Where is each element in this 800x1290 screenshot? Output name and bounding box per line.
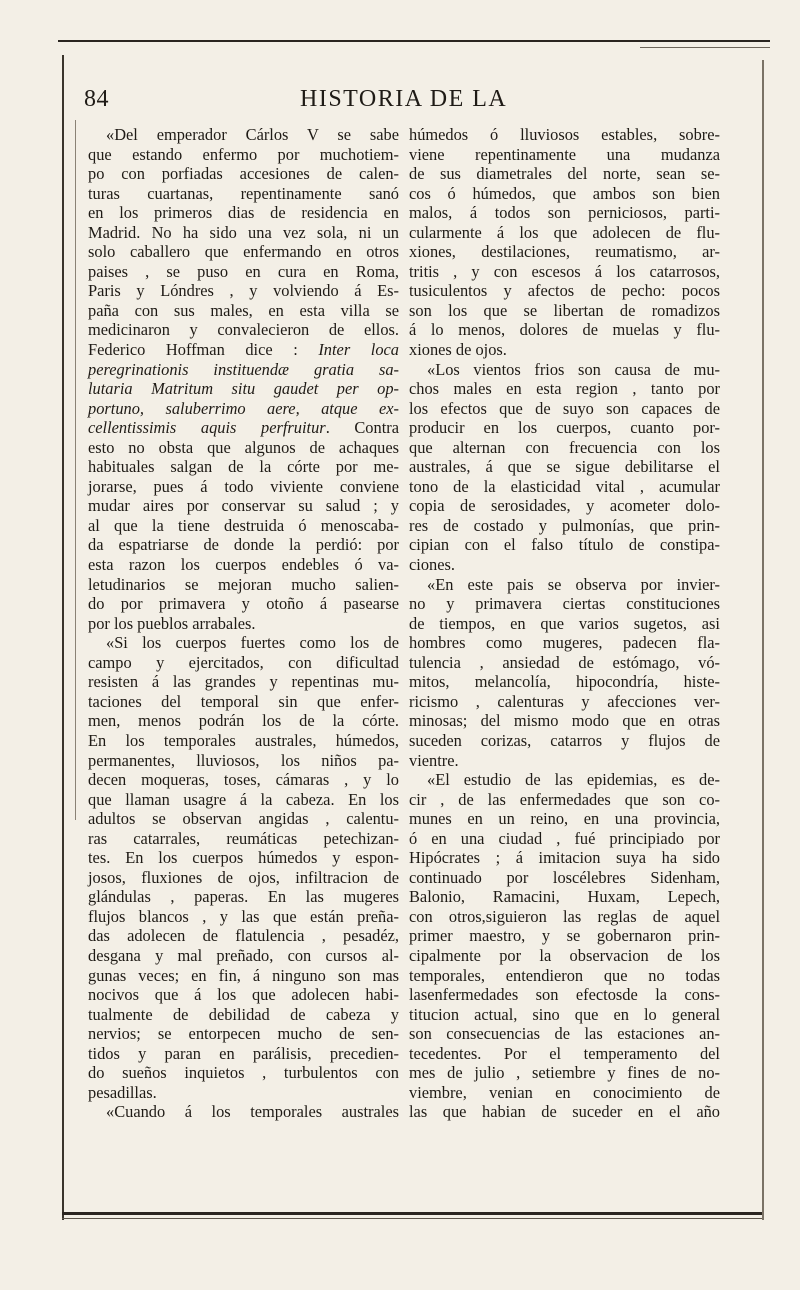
text-line [88, 985, 399, 1005]
text-segment: esto no obsta que algunos de achaques [88, 437, 399, 457]
text-segment: que alternan con frecuencia con los [409, 437, 720, 457]
text-line [409, 672, 720, 692]
text-segment: con otros,siguieron las reglas de aquel [409, 906, 720, 926]
text-segment: Paris y Lóndres , y volviendo á Es- [88, 281, 399, 301]
text-line [409, 926, 720, 946]
text-segment: viembre, venian en conocimiento de [409, 1082, 720, 1102]
text-segment: por los pueblos arrabales. [88, 613, 256, 633]
text-line [409, 1044, 720, 1064]
text-line [88, 145, 399, 165]
text-segment: decen moqueras, toses, cámaras , y lo [88, 770, 399, 790]
text-line [409, 242, 720, 262]
text-segment: . Contra [325, 418, 399, 438]
text-line [409, 653, 720, 673]
text-line [88, 907, 399, 927]
text-line [88, 1044, 399, 1064]
latin-quotation: portuno, saluberrimo aere, atque ex- [88, 398, 399, 418]
text-segment: son consecuencias de las estaciones an- [409, 1024, 720, 1044]
text-segment: en los primeros dias de residencia en [88, 203, 399, 223]
text-segment: los efectos que de suyo son capaces de [409, 398, 720, 418]
bottom-rule-thin [62, 1218, 762, 1219]
text-line [409, 614, 720, 634]
text-line [409, 145, 720, 165]
latin-quotation: lutaria Matritum situ gaudet per op- [88, 379, 399, 399]
text-segment: ciones. [409, 555, 455, 575]
text-segment: «Los vientos frios son causa de mu- [427, 359, 720, 379]
text-segment: tualmente de debilidad de cabeza y [88, 1004, 399, 1024]
text-segment: de sus diametrales del norte, sean se- [409, 164, 720, 184]
text-line [88, 281, 399, 301]
text-line [88, 946, 399, 966]
bottom-rule [62, 1212, 762, 1215]
text-line [88, 399, 399, 419]
text-segment: primer maestro, y se gobernaron prin- [409, 926, 720, 946]
text-line [409, 1083, 720, 1103]
text-line [88, 477, 399, 497]
text-line [88, 242, 399, 262]
text-line [409, 1063, 720, 1083]
text-line [409, 575, 720, 595]
text-line [88, 711, 399, 731]
text-segment: das adolecen de flatulencia , pesadéz, [88, 926, 399, 946]
text-line [88, 320, 399, 340]
text-segment: gunas veces; en fin, á ninguno son mas [88, 965, 399, 985]
text-line [409, 360, 720, 380]
latin-quotation: peregrinationis instituendæ gratia sa- [88, 359, 399, 379]
text-line [409, 907, 720, 927]
text-line [88, 555, 399, 575]
text-line [88, 438, 399, 458]
text-line [88, 379, 399, 399]
text-line [409, 594, 720, 614]
text-segment: tritis , y con escesos á los catarrosos, [409, 261, 720, 281]
text-line [88, 203, 399, 223]
text-segment: «Cuando á los temporales australes [106, 1102, 399, 1122]
right-text-column [409, 125, 720, 1122]
text-segment: letudinarios se mejoran mucho salien- [88, 574, 399, 594]
text-segment: que llaman usagre á la cabeza. En los [88, 789, 399, 809]
text-segment: ras catarrales, reumáticas petechizan- [88, 828, 399, 848]
text-segment: titucion actual, sino que en lo general [409, 1004, 720, 1024]
text-line [88, 653, 399, 673]
text-line [409, 340, 720, 360]
text-line [88, 966, 399, 986]
text-line [88, 672, 399, 692]
text-line [409, 164, 720, 184]
text-segment: desgana y mal preñado, con cursos al- [88, 945, 399, 965]
text-segment: de tiempos, en que varios sugetos, asi [409, 613, 720, 633]
text-line [88, 301, 399, 321]
latin-quotation: Inter loca [318, 340, 399, 360]
text-segment: Balonio, Ramacini, Huxam, Lepech, [409, 887, 720, 907]
text-line [88, 164, 399, 184]
text-segment: nocivos que á los que adolecen habi- [88, 985, 399, 1005]
text-line [409, 809, 720, 829]
text-segment: po con porfiadas accesiones de calen- [88, 164, 399, 184]
text-line [409, 223, 720, 243]
text-segment: josos, fluxiones de ojos, infiltracion de [88, 867, 399, 887]
text-segment: «Si los cuerpos fuertes como los de [106, 633, 399, 653]
text-line [409, 868, 720, 888]
text-segment: lasenfermedades son efectosde la cons- [409, 985, 720, 1005]
text-line [409, 848, 720, 868]
text-line [409, 496, 720, 516]
text-line [88, 516, 399, 536]
text-line [88, 1083, 399, 1103]
left-text-column [88, 125, 399, 1122]
text-line [88, 594, 399, 614]
text-segment: da espatriarse de donde la perdió: por [88, 535, 399, 555]
text-line [409, 1005, 720, 1025]
text-segment: tecedentes. Por el temperamento del [409, 1043, 720, 1063]
text-line [409, 399, 720, 419]
text-segment: vientre. [409, 750, 459, 770]
text-segment: men, menos podrán los de la córte. [88, 711, 399, 731]
text-segment: viene repentinamente una mudanza [409, 144, 720, 164]
text-line [409, 633, 720, 653]
text-segment: mudar aires por conservar su salud ; y [88, 496, 399, 516]
text-segment: temporales, entendieron que no todas [409, 965, 720, 985]
text-line [88, 496, 399, 516]
top-rule-fragment [640, 47, 770, 48]
text-segment: adultos se observan angidas , calentu- [88, 809, 399, 829]
text-segment: mes de julio , setiembre y fines de no- [409, 1063, 720, 1083]
text-segment: jorarse, pues á todo viviente conviene [88, 476, 399, 496]
text-line [409, 477, 720, 497]
text-line [88, 887, 399, 907]
text-line [88, 790, 399, 810]
text-segment: suceden corizas, catarros y flujos de [409, 730, 720, 750]
text-line [409, 770, 720, 790]
text-segment: habituales salgan de la córte por me- [88, 457, 399, 477]
text-segment: turas cuartanas, repentinamente sanó [88, 183, 399, 203]
text-line [88, 1024, 399, 1044]
text-line [88, 809, 399, 829]
text-line [409, 966, 720, 986]
text-line [88, 633, 399, 653]
text-line [409, 438, 720, 458]
text-line [88, 535, 399, 555]
text-segment: tidos y paran en parálisis, precedien- [88, 1043, 399, 1063]
text-segment: medicinaron y convalecieron de ellos. [88, 320, 399, 340]
text-segment: al que la tiene destruida ó menoscaba- [88, 515, 399, 535]
page-left-edge [62, 55, 64, 1220]
text-segment: xiones de ojos. [409, 340, 507, 360]
text-line [409, 731, 720, 751]
text-line [409, 125, 720, 145]
text-line [409, 829, 720, 849]
text-segment: campo y ejercitados, con dificultad [88, 652, 399, 672]
text-segment: nervios; se entorpecen mucho de sen- [88, 1024, 399, 1044]
text-line [409, 184, 720, 204]
text-segment: minosas; del mismo modo que en otras [409, 711, 720, 731]
text-segment: chos males en esta region , tanto por [409, 379, 720, 399]
text-line [88, 1102, 399, 1122]
text-line [88, 125, 399, 145]
text-segment: Madrid. No ha sido una vez sola, ni un [88, 222, 399, 242]
top-rule [58, 40, 770, 42]
text-line [88, 692, 399, 712]
text-segment: tulencia , ansiedad de estómago, vó- [409, 652, 720, 672]
text-line [88, 360, 399, 380]
text-segment: cularmente á los que adolecen de flu- [409, 222, 720, 242]
text-line [409, 301, 720, 321]
text-segment: son los que se libertan de romadizos [409, 300, 720, 320]
text-segment: solo caballero que enfermando en otros [88, 242, 399, 262]
text-line [88, 262, 399, 282]
text-segment: Hipócrates ; á imitacion suya ha sido [409, 848, 720, 868]
text-segment: cos ó húmedos, que ambos son bien [409, 183, 720, 203]
text-segment: no y primavera ciertas constituciones [409, 594, 720, 614]
text-segment: producir en los cuerpos, cuanto por- [409, 418, 720, 438]
text-line [409, 790, 720, 810]
text-segment: cir , de las enfermedades que son co- [409, 789, 720, 809]
text-line [88, 868, 399, 888]
text-segment: tusiculentos y afectos de pecho: pocos [409, 281, 720, 301]
text-line [409, 692, 720, 712]
text-line [409, 379, 720, 399]
text-segment: xiones, destilaciones, reumatismo, ar- [409, 242, 720, 262]
text-line [409, 887, 720, 907]
text-segment: glándulas , paperas. En las mugeres [88, 887, 399, 907]
text-line [409, 946, 720, 966]
text-segment: á lo menos, dolores de muelas y flu- [409, 320, 720, 340]
text-segment: tono de la elasticidad vital , acumular [409, 476, 720, 496]
text-segment: ricismo , calenturas y afecciones ver- [409, 691, 720, 711]
text-line [409, 1102, 720, 1122]
text-line [88, 184, 399, 204]
text-line [88, 457, 399, 477]
text-segment: cipalmente por la observacion de los [409, 945, 720, 965]
text-segment: pesadillas. [88, 1082, 157, 1102]
text-segment: do sueños inquietos , turbulentos con [88, 1063, 399, 1083]
text-segment: australes, á que se sigue debilitarse el [409, 457, 720, 477]
text-segment: hombres como mugeres, padecen fla- [409, 633, 720, 653]
text-segment: las que habian de suceder en el año [409, 1102, 720, 1122]
text-segment: munes en un reino, en una provincia, [409, 809, 720, 829]
page-right-edge [762, 60, 764, 1220]
text-segment: «En este pais se observa por invier- [427, 574, 720, 594]
text-line [409, 711, 720, 731]
text-segment: resisten á las grandes y repentinas mu- [88, 672, 399, 692]
text-line [88, 223, 399, 243]
text-line [409, 418, 720, 438]
text-line [88, 575, 399, 595]
running-head: HISTORIA DE LA [300, 86, 508, 112]
text-segment: Federico Hoffman dice : [88, 340, 319, 360]
text-line [409, 985, 720, 1005]
text-segment: flujos blancos , y las que están preña- [88, 906, 399, 926]
text-line [88, 1005, 399, 1025]
text-line [88, 848, 399, 868]
page-left-edge-inner [75, 120, 76, 820]
text-line [409, 320, 720, 340]
text-line [88, 418, 399, 438]
text-segment: «Del emperador Cárlos V se sabe [106, 125, 399, 144]
text-segment: res de costado y pulmonías, que prin- [409, 515, 720, 535]
text-line [409, 457, 720, 477]
text-line [88, 614, 399, 634]
latin-quotation: cellentissimis aquis perfruitur [88, 418, 326, 438]
text-segment: copia de serosidades, y acometer dolo- [409, 496, 720, 516]
text-segment: ó en una ciudad , fué principiado por [409, 828, 720, 848]
text-line [409, 751, 720, 771]
text-line [88, 751, 399, 771]
text-segment: tes. En los cuerpos húmedos y espon- [88, 848, 399, 868]
text-segment: mitos, melancolía, hipocondría, histe- [409, 672, 720, 692]
text-segment: En los temporales australes, húmedos, [88, 730, 399, 750]
text-segment: do por primavera y otoño á pasearse [88, 594, 399, 614]
text-line [409, 262, 720, 282]
text-segment: «El estudio de las epidemias, es de- [427, 770, 720, 790]
text-line [409, 1024, 720, 1044]
text-line [409, 203, 720, 223]
text-line [88, 770, 399, 790]
page-number: 84 [84, 86, 109, 112]
text-line [409, 516, 720, 536]
text-segment: continuado por loscélebres Sidenham, [409, 867, 720, 887]
text-line [88, 340, 399, 360]
text-line [88, 926, 399, 946]
text-line [409, 535, 720, 555]
text-segment: malos, á todos son perniciosos, parti- [409, 203, 720, 223]
text-segment: paises , se puso en cura en Roma, [88, 261, 399, 281]
text-line [88, 1063, 399, 1083]
text-line [88, 829, 399, 849]
text-segment: húmedos ó lluviosos estables, sobre- [409, 125, 720, 144]
text-segment: paña con sus males, en esta villa se [88, 300, 399, 320]
text-line [409, 555, 720, 575]
text-segment: permanentes, lluviosos, los niños pa- [88, 750, 399, 770]
text-segment: esta razon los cuerpos endebles ó va- [88, 555, 399, 575]
text-segment: que estando enfermo por muchotiem- [88, 144, 399, 164]
text-line [88, 731, 399, 751]
text-line [409, 281, 720, 301]
text-segment: taciones del temporal sin que enfer- [88, 691, 399, 711]
text-segment: cipian con el falso título de constipa- [409, 535, 720, 555]
